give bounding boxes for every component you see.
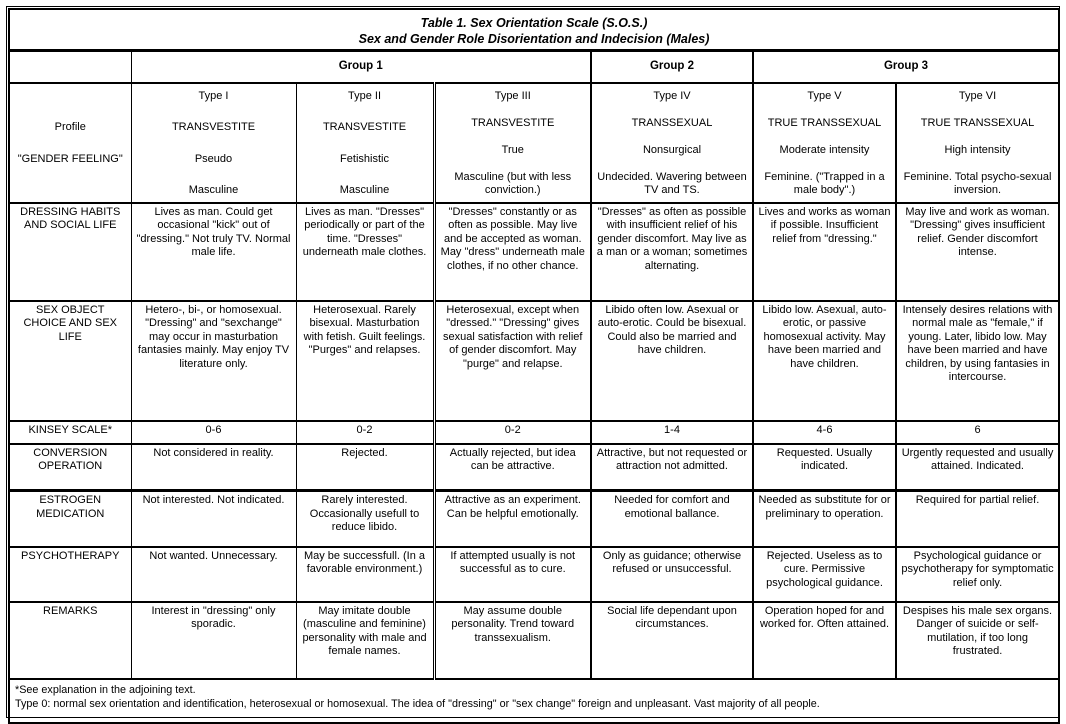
type-1-header [131,83,296,203]
type-4-subtype: Nonsurgical [642,143,702,156]
cell-dressing-type2: Lives as man. "Dresses" periodically or part of the time. "Dresses" underneath male clothes. [296,203,434,301]
cell-kinsey-type4: 1-4 [591,421,753,444]
cell-dressing-type6: May live and work as woman. "Dressing" gives insufficient relief. Gender discomfort intense. [896,203,1059,301]
cell-psychotherapy-type6: Psychological guidance or psychotherapy for symptomatic relief only. [896,547,1059,602]
cell-estrogen-type6: Required for partial relief. [896,491,1059,547]
cell-conversion-type2: Rejected. [296,444,434,491]
row-label: REMARKS [9,602,131,679]
group-3-header: Group 3 [753,51,1059,83]
cell-dressing-type3: "Dresses" constantly or as often as possible. May live and be accepted as woman. May "dress" underneath male clothes, if no other chance. [434,203,591,301]
cell-conversion-type3: Actually rejected, but idea can be attractive. [434,444,591,491]
cell-psychotherapy-type5: Rejected. Useless as to cure. Permissive psychological guidance. [753,547,896,602]
group-1-header: Group 1 [131,51,591,83]
type-2-header [296,83,434,203]
type-1-subtype: Pseudo [194,152,233,165]
type-4-category: TRANSSEXUAL [631,116,713,129]
table-row-conversion-operation [9,444,1059,491]
gender-feeling-label: "GENDER FEELING" [17,152,123,165]
row-label: CONVERSION OPERATION [9,444,131,491]
row-label: PSYCHOTHERAPY [9,547,131,602]
row-label: ESTROGEN MEDICATION [9,491,131,547]
type-3-feeling: Masculine (but with less conviction.) [454,170,572,196]
type-1-name: Type I [198,89,229,102]
type-6-name: Type VI [958,89,997,102]
table-row-estrogen-medication [9,491,1059,547]
table-row-remarks [9,602,1059,679]
footnote-row [9,679,1059,723]
cell-dressing-type1: Lives as man. Could get occasional "kick" out of "dressing." Not truly TV. Normal male life. [131,203,296,301]
type-4-header [591,83,753,203]
row-label: DRESSING HABITS AND SOCIAL LIFE [9,203,131,301]
cell-dressing-type5: Lives and works as woman if possible. Insufficient relief from "dressing." [753,203,896,301]
cell-psychotherapy-type2: May be successfull. (In a favorable environment.) [296,547,434,602]
footnote-type0: Type 0: normal sex orientation and identification, heterosexual or homosexual. The idea of "dressing" or "sex change" foreign and unpleasant. Vast majority of all people. [15,697,820,710]
footnote-asterisk: *See explanation in the adjoining text. [15,683,196,696]
cell-estrogen-type3: Attractive as an experiment. Can be helpful emotionally. [434,491,591,547]
type-3-subtype: True [501,143,524,156]
type-2-category: TRANSVESTITE [322,121,407,133]
cell-remarks-type4: Social life dependant upon circumstances. [591,602,753,679]
type-header-row [9,83,1059,203]
type-6-feeling: Feminine. Total psycho-sexual inversion. [903,170,1052,196]
group-header-row [9,51,1059,83]
table-row-psychotherapy [9,547,1059,602]
group-2-header: Group 2 [591,51,753,83]
type-2-feeling: Masculine [339,184,390,196]
type-5-subtype: Moderate intensity [779,143,870,156]
table-title [9,9,1059,51]
profile-label: Profile [54,120,86,133]
cell-estrogen-type5: Needed as substitute for or preliminary to operation. [753,491,896,547]
cell-kinsey-type6: 6 [896,421,1059,444]
type-6-subtype: High intensity [944,143,1011,156]
cell-psychotherapy-type3: If attempted usually is not successful as to cure. [434,547,591,602]
cell-remarks-type3: May assume double personality. Trend toward transsexualism. [434,602,591,679]
type-3-category: TRANSVESTITE [471,116,555,129]
cell-sexobject-type1: Hetero-, bi-, or homosexual. "Dressing" and "sexchange" may occur in masturbation fantasies mainly. May enjoy TV literature only. [131,301,296,421]
type-4-feeling: Undecided. Wavering between TV and TS. [597,170,747,196]
cell-sexobject-type2: Heterosexual. Rarely bisexual. Masturbation with fetish. Guilt feelings. "Purges" and relapses. [296,301,434,421]
cell-remarks-type2: May imitate double (masculine and feminine) personality with male and female names. [296,602,434,679]
group-header-empty-cell [9,51,131,83]
type-3-header [434,83,591,203]
cell-kinsey-type3: 0-2 [434,421,591,444]
type-5-name: Type V [807,89,842,102]
type-1-feeling: Masculine [188,184,239,196]
cell-remarks-type5: Operation hoped for and worked for. Often attained. [753,602,896,679]
type-2-subtype: Fetishistic [340,152,389,165]
cell-conversion-type5: Requested. Usually indicated. [753,444,896,491]
cell-sexobject-type6: Intensely desires relations with normal male as "female," if young. Later, libido low. May have been married and have children, by using fantasies in intercourse. [896,301,1059,421]
title-row [9,9,1059,51]
cell-conversion-type6: Urgently requested and usually attained. Indicated. [896,444,1059,491]
type-5-header [753,83,896,203]
cell-estrogen-type1: Not interested. Not indicated. [131,491,296,547]
table-title-line2: Sex and Gender Role Disorientation and Indecision (Males) [358,32,710,46]
cell-dressing-type4: "Dresses" as often as possible with insufficient relief of his gender discomfort. May live as a man or a woman; sometimes alternating. [591,203,753,301]
table-row-sex-object [9,301,1059,421]
table-title-line1: Table 1. Sex Orientation Scale (S.O.S.) [420,16,648,30]
cell-kinsey-type5: 4-6 [753,421,896,444]
profile-label-cell [9,83,131,203]
type-5-feeling: Feminine. ("Trapped in a male body".) [764,170,885,196]
cell-conversion-type4: Attractive, but not requested or attraction not admitted. [591,444,753,491]
type-4-name: Type IV [653,89,691,102]
table-row-kinsey-scale [9,421,1059,444]
row-label: SEX OBJECT CHOICE AND SEX LIFE [9,301,131,421]
cell-conversion-type1: Not considered in reality. [131,444,296,491]
cell-sexobject-type3: Heterosexual, except when "dressed." "Dressing" gives sexual satisfaction with relief of gender discomfort. May "purge" and relapse. [434,301,591,421]
cell-sexobject-type5: Libido low. Asexual, auto-erotic, or passive homosexual activity. May have been married and have children. [753,301,896,421]
cell-remarks-type1: Interest in "dressing" only sporadic. [131,602,296,679]
row-label: KINSEY SCALE* [9,421,131,444]
cell-kinsey-type1: 0-6 [131,421,296,444]
cell-psychotherapy-type4: Only as guidance; otherwise refused or unsuccessful. [591,547,753,602]
cell-estrogen-type2: Rarely interested. Occasionally usefull to reduce libido. [296,491,434,547]
cell-estrogen-type4: Needed for comfort and emotional ballance. [591,491,753,547]
cell-sexobject-type4: Libido often low. Asexual or auto-erotic. Could be bisexual. Could also be married and have children. [591,301,753,421]
type-5-category: TRUE TRANSSEXUAL [767,116,882,129]
footnotes-cell [9,679,1059,723]
cell-kinsey-type2: 0-2 [296,421,434,444]
type-2-name: Type II [347,89,382,102]
type-6-header [896,83,1059,203]
table-row-dressing-habits [9,203,1059,301]
cell-remarks-type6: Despises his male sex organs. Danger of suicide or self-mutilation, if too long frustrated. [896,602,1059,679]
cell-psychotherapy-type1: Not wanted. Unnecessary. [131,547,296,602]
sos-table [8,8,1060,724]
type-6-category: TRUE TRANSSEXUAL [920,116,1035,129]
type-3-name: Type III [494,89,531,102]
type-1-category: TRANSVESTITE [171,121,256,133]
table-outer-border [6,6,1060,718]
